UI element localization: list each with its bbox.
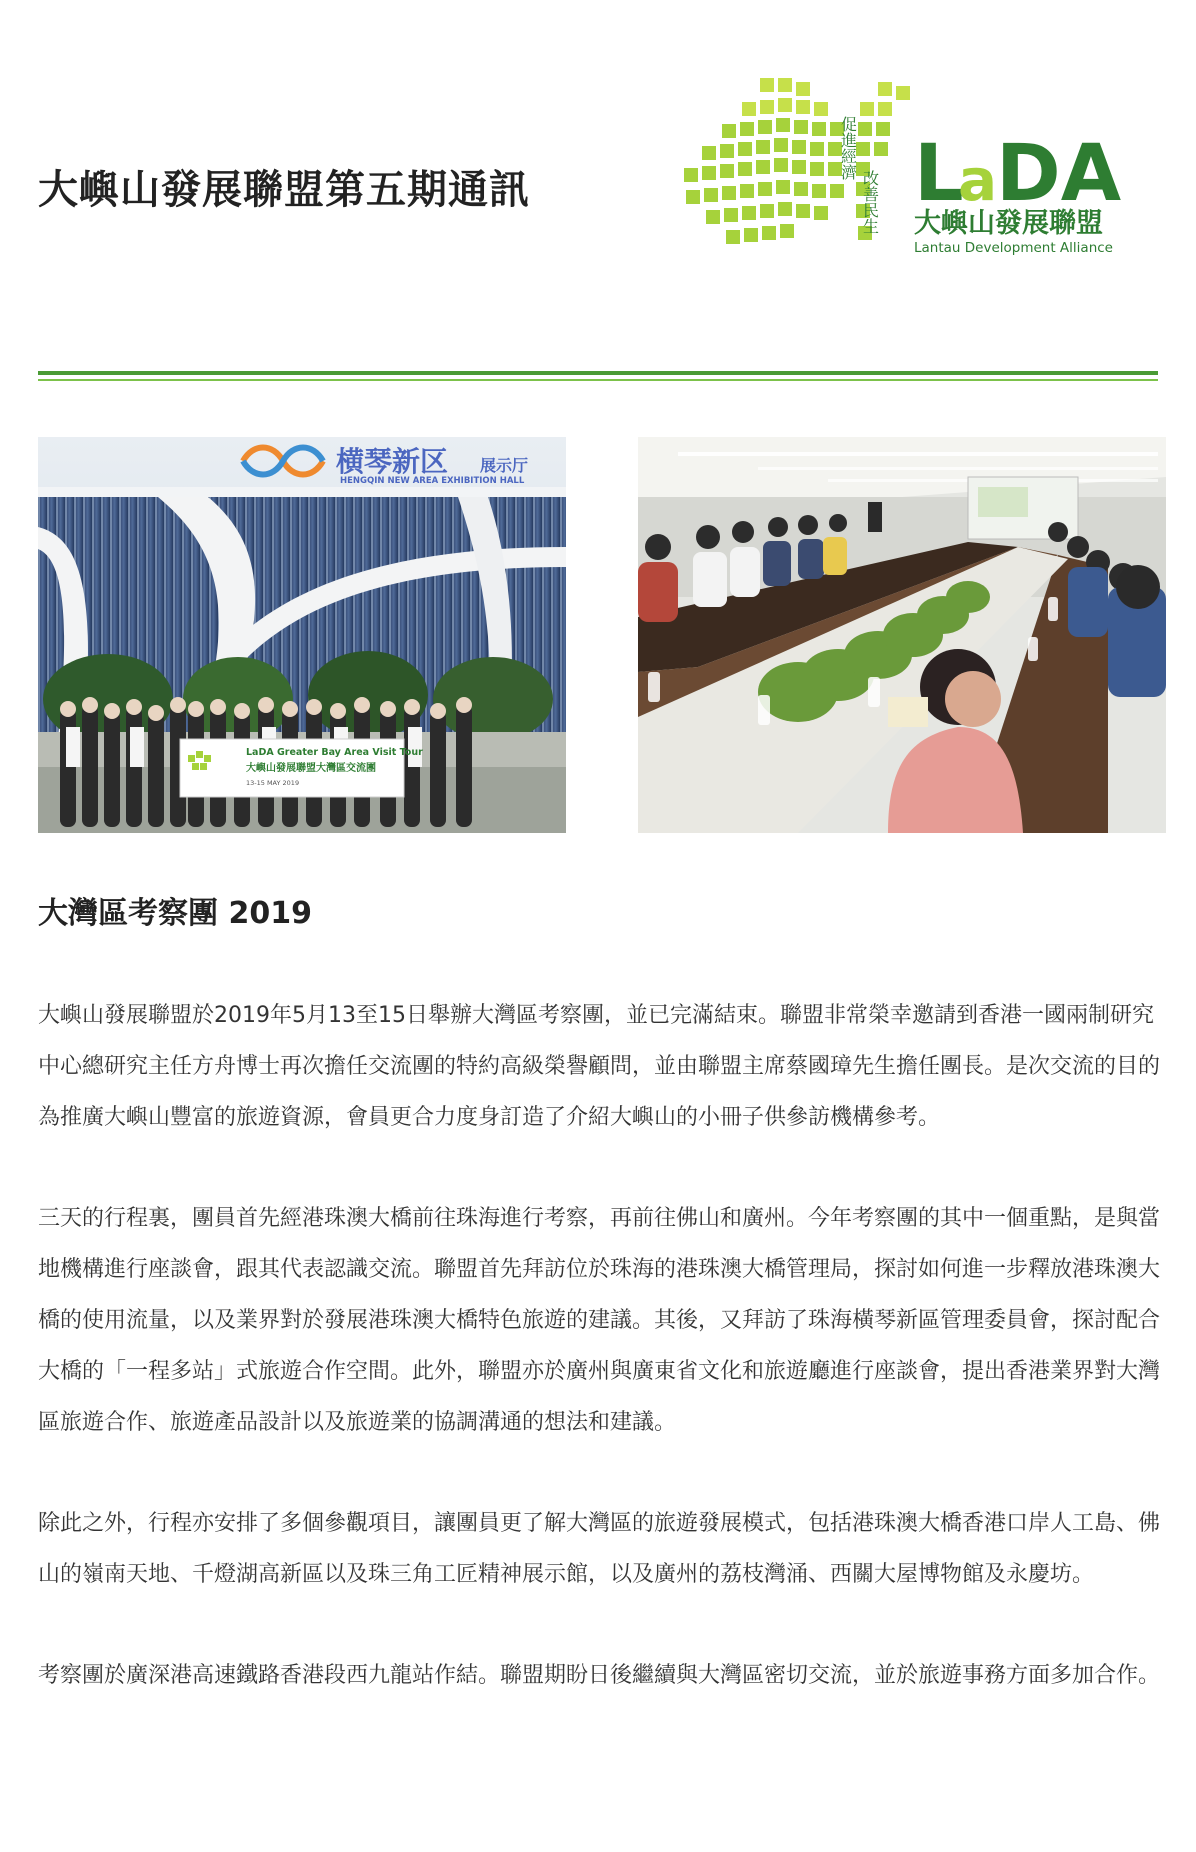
photo1-banner-zh: 大嶼山發展聯盟大灣區交流團 xyxy=(246,763,376,774)
photo1-banner-date: 13-15 MAY 2019 xyxy=(246,779,300,787)
photo-meeting-room xyxy=(638,437,1166,833)
article-paragraph: 三天的行程裏，團員首先經港珠澳大橋前往珠海進行考察，再前往佛山和廣州。今年考察團的其中一個重點，是與當地機構進行座談會，跟其代表認識交流。聯盟首先拜訪位於珠海的港珠澳大橋管理局，探討如何進一步釋放港珠澳大橋的使用流量，以及業界對於發展港珠澳大橋特色旅遊的建議。其後，又拜訪了珠海橫琴新區管理委員會，探討配合大橋的「一程多站」式旅遊合作空間。此外，聯盟亦於廣州與廣東省文化和旅遊廳進行座談會，提出香港業界對大灣區旅遊合作、旅遊產品設計以及旅遊業的協調溝通的想法和建議。 xyxy=(38,1206,1161,1435)
logo-vertical-right: 改善民生 xyxy=(860,170,880,234)
article-body xyxy=(38,990,1166,1751)
photo1-sign-zh-small: 展示厅 xyxy=(480,456,529,475)
divider-thick xyxy=(38,371,1158,375)
newsletter-header xyxy=(38,0,1158,350)
article-paragraph: 考察團於廣深港高速鐵路香港段西九龍站作結。聯盟期盼日後繼續與大灣區密切交流，並於旅遊事務方面多加合作。 xyxy=(38,1663,1161,1688)
logo-english-name: Lantau Development Alliance xyxy=(914,240,1113,256)
photo1-sign-en: HENGQIN NEW AREA EXHIBITION HALL xyxy=(340,476,525,486)
article-paragraph: 大嶼山發展聯盟於2019年5月13至15日舉辦大灣區考察團，並已完滿結束。聯盟非常榮幸邀請到香港一國兩制研究中心總研究主任方舟博士再次擔任交流團的特約高級榮譽顧問，並由聯盟主席蔡國璋先生擔任團長。是次交流的目的為推廣大嶼山豐富的旅遊資源，會員更合力度身訂造了介紹大嶼山的小冊子供參訪機構參考。 xyxy=(38,1003,1161,1130)
article-heading: 大灣區考察團 2019 xyxy=(38,896,312,931)
photo1-sign-zh: 横琴新区 xyxy=(336,445,449,478)
logo-chinese-name: 大嶼山發展聯盟 xyxy=(914,208,1103,239)
photo-exhibition-hall xyxy=(38,437,566,833)
divider-thin xyxy=(38,379,1158,381)
logo-lada-DA: DA xyxy=(996,129,1122,219)
page-title: 大嶼山發展聯盟第五期通訊 xyxy=(38,167,530,213)
logo-vertical-left: 促進經濟 xyxy=(838,116,858,180)
article-paragraph: 除此之外，行程亦安排了多個參觀項目，讓團員更了解大灣區的旅遊發展模式，包括港珠澳大橋香港口岸人工島、佛山的嶺南天地、千燈湖高新區以及珠三角工匠精神展示館，以及廣州的荔枝灣涌、西關大屋博物館及永慶坊。 xyxy=(38,1511,1161,1587)
lada-logo xyxy=(682,72,1162,262)
photo-row xyxy=(38,437,1166,833)
photo1-banner-en: LaDA Greater Bay Area Visit Tour xyxy=(246,747,423,758)
logo-lada-a: a xyxy=(958,146,998,214)
logo-lada-L: L xyxy=(914,129,964,219)
